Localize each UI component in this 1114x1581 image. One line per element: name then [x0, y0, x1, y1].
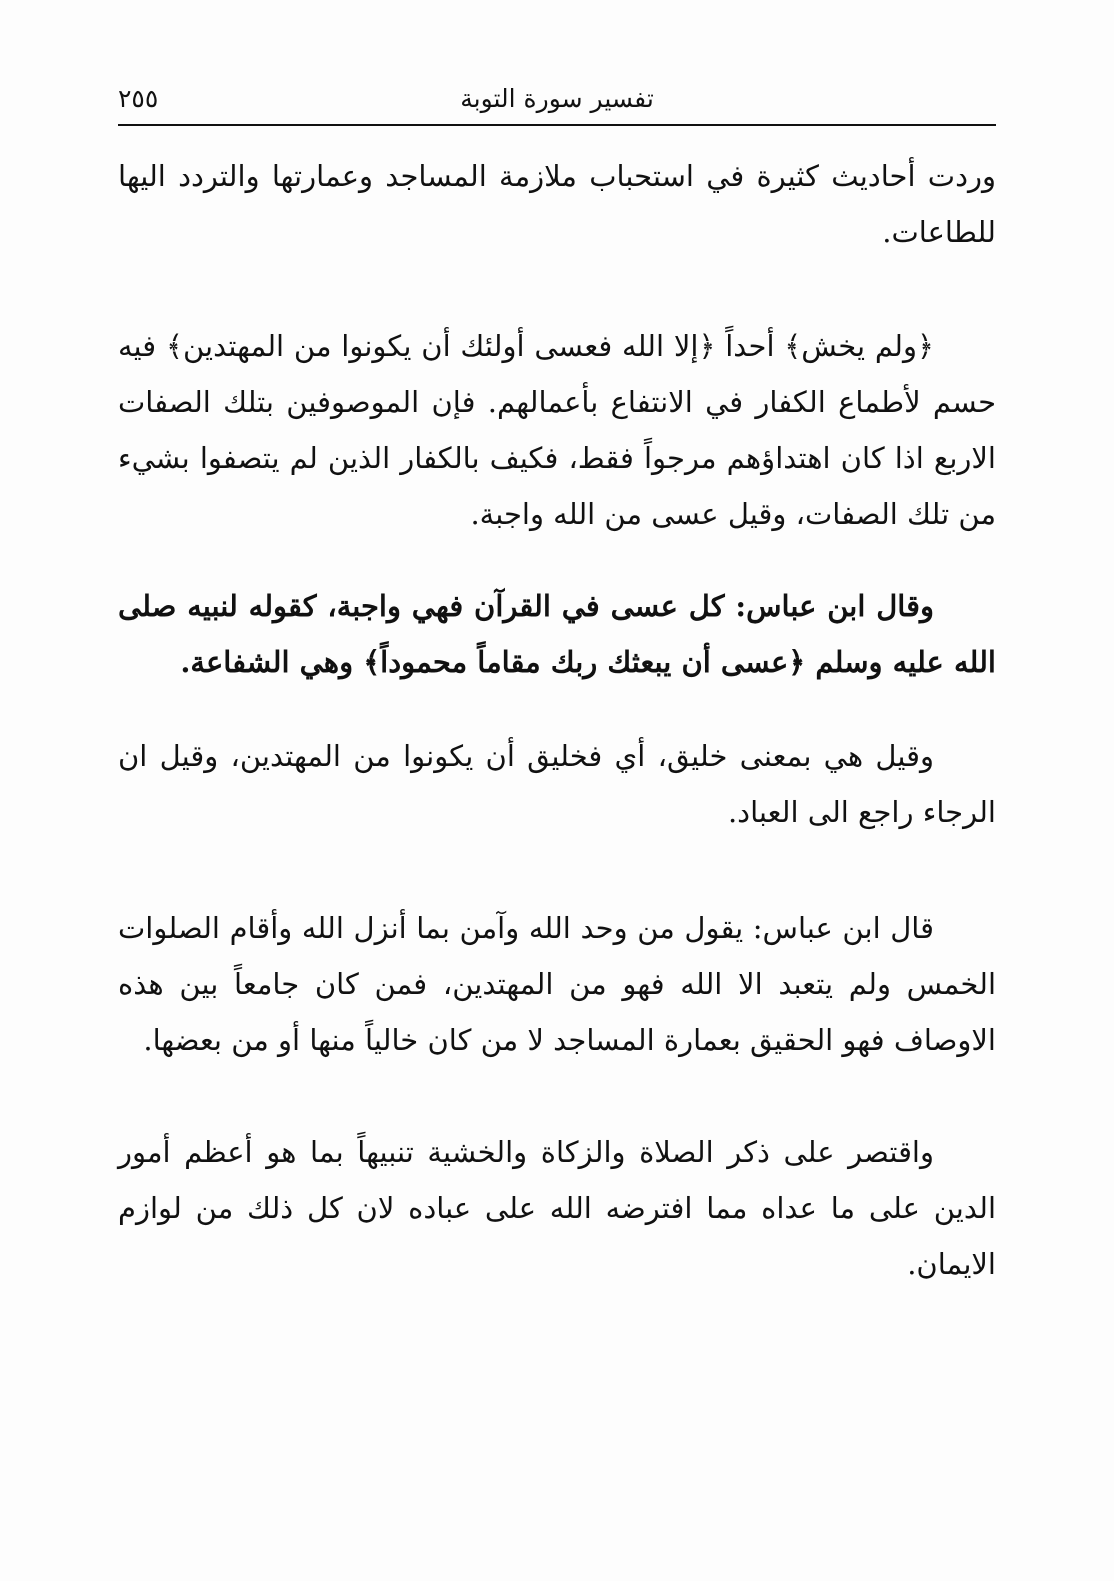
paragraph-2: ﴿ولم يخش﴾ أحداً ﴿إلا الله فعسى أولئك أن يكونوا من المهتدين﴾ فيه حسم لأطماع الكفار في الانتفاع بأعمالهم. فإن الموصوفين بتلك الصفات الاربع اذا كان اهتداؤهم مرجواً فقط، فكيف بالكفار الذين لم يتصفوا بشيء من تلك الصفات، وقيل عسى من الله واجبة. — [118, 329, 996, 531]
paragraph-6: واقتصر على ذكر الصلاة والزكاة والخشية تنبيهاً بما هو أعظم أمور الدين على ما عداه مما افترضه الله على عباده لان كل ذلك من لوازم الايمان. — [118, 1135, 996, 1281]
running-header — [118, 82, 996, 120]
paragraph-4: وقيل هي بمعنى خليق، أي فخليق أن يكونوا من المهتدين، وقيل ان الرجاء راجع الى العباد. — [118, 739, 996, 829]
paragraph-1: وردت أحاديث كثيرة في استحباب ملازمة المساجد وعمارتها والتردد اليها للطاعات. — [118, 159, 996, 249]
header-rule — [118, 124, 996, 126]
paragraph-5: قال ابن عباس: يقول من وحد الله وآمن بما أنزل الله وأقام الصلوات الخمس ولم يتعبد الا الله فهو من المهتدين، فمن كان جامعاً بين هذه الاوصاف فهو الحقيق بعمارة المساجد لا من كان خالياً منها أو من بعضها. — [118, 911, 996, 1057]
paragraph-3: وقال ابن عباس: كل عسى في القرآن فهي واجبة، كقوله لنبيه صلى الله عليه وسلم ﴿عسى أن يبعثك ربك مقاماً محموداً﴾ وهي الشفاعة. — [118, 589, 996, 679]
running-title: تفسير سورة التوبة — [460, 84, 654, 113]
page-number: ٢٥٥ — [118, 84, 159, 113]
